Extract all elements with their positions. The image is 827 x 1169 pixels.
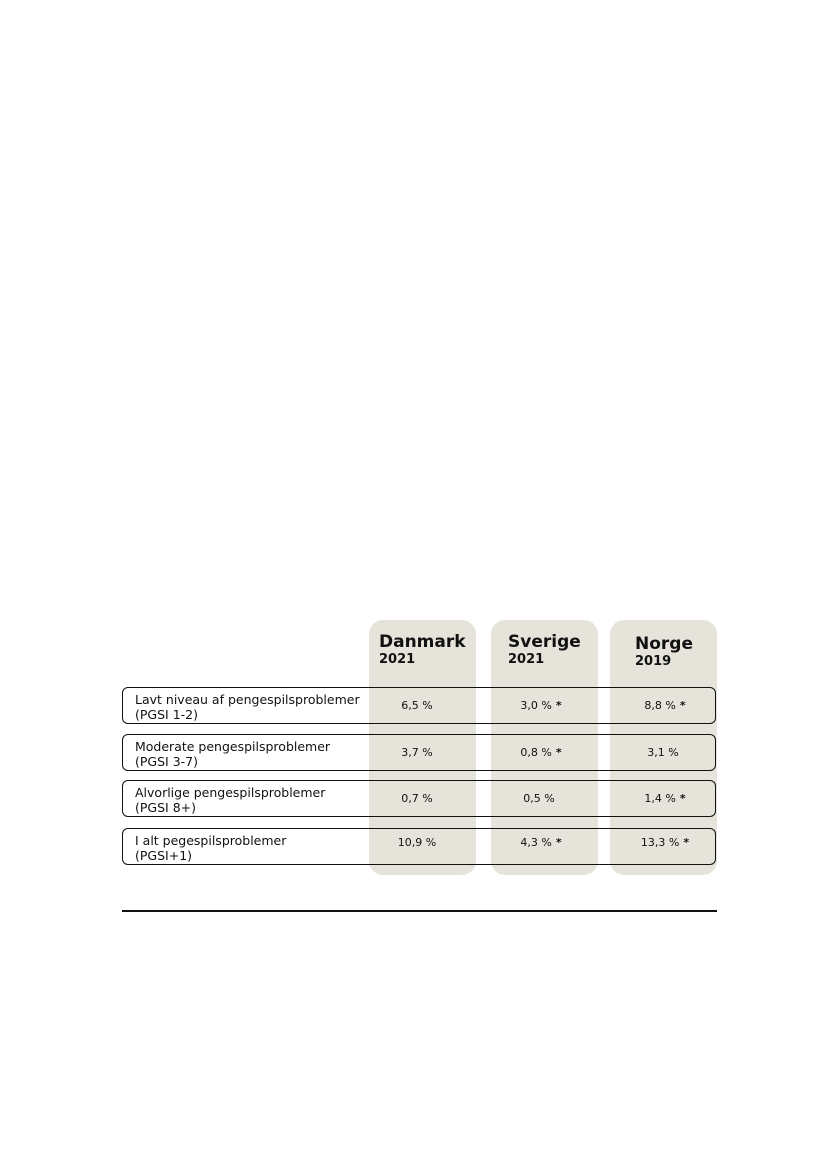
cell-value: 3,7 % bbox=[401, 746, 433, 759]
column-header-sverige bbox=[508, 632, 581, 668]
table-bottom-rule bbox=[122, 910, 717, 912]
row-label-line1: I alt pegespilsproblemer bbox=[135, 833, 287, 848]
significance-star: * bbox=[555, 836, 562, 849]
row-label bbox=[135, 739, 370, 769]
cell-norge bbox=[612, 699, 718, 713]
significance-star: * bbox=[555, 746, 562, 759]
row-label-line1: Moderate pengespilsproblemer bbox=[135, 739, 331, 754]
cell-danmark bbox=[366, 746, 472, 760]
cell-value: 8,8 % bbox=[644, 699, 676, 712]
cell-value: 3,1 % bbox=[647, 746, 679, 759]
column-name: Danmark bbox=[379, 632, 466, 652]
row-label bbox=[135, 785, 370, 815]
cell-norge bbox=[612, 746, 718, 760]
cell-value: 0,5 % bbox=[523, 792, 555, 805]
column-year: 2021 bbox=[379, 652, 416, 667]
cell-danmark bbox=[366, 792, 472, 806]
cell-sverige bbox=[488, 699, 594, 713]
row-label-line2: (PGSI+1) bbox=[135, 848, 193, 863]
cell-sverige bbox=[488, 836, 594, 850]
row-label bbox=[135, 692, 370, 722]
cell-value: 0,7 % bbox=[401, 792, 433, 805]
row-label-line2: (PGSI 8+) bbox=[135, 800, 196, 815]
row-label-line1: Lavt niveau af pengespilsproblemer bbox=[135, 692, 360, 707]
row-label-line2: (PGSI 3-7) bbox=[135, 754, 198, 769]
cell-norge bbox=[612, 836, 718, 850]
cell-sverige bbox=[488, 746, 594, 760]
row-label-line2: (PGSI 1-2) bbox=[135, 707, 198, 722]
significance-star: * bbox=[555, 699, 562, 712]
cell-danmark bbox=[366, 699, 472, 713]
significance-star: * bbox=[679, 699, 686, 712]
column-name: Sverige bbox=[508, 632, 581, 652]
significance-star: * bbox=[679, 792, 686, 805]
cell-value: 3,0 % bbox=[520, 699, 552, 712]
row-label bbox=[135, 833, 370, 863]
cell-value: 6,5 % bbox=[401, 699, 433, 712]
column-year: 2019 bbox=[635, 654, 672, 669]
cell-danmark bbox=[366, 836, 472, 850]
cell-norge bbox=[612, 792, 718, 806]
column-name: Norge bbox=[635, 634, 693, 654]
column-header-norge bbox=[635, 634, 693, 670]
cell-value: 0,8 % bbox=[520, 746, 552, 759]
row-label-line1: Alvorlige pengespilsproblemer bbox=[135, 785, 326, 800]
cell-value: 10,9 % bbox=[397, 836, 437, 849]
cell-sverige bbox=[488, 792, 594, 806]
column-header-danmark bbox=[379, 632, 466, 668]
cell-value: 4,3 % bbox=[520, 836, 552, 849]
significance-star: * bbox=[683, 836, 690, 849]
column-year: 2021 bbox=[508, 652, 545, 667]
cell-value: 1,4 % bbox=[644, 792, 676, 805]
cell-value: 13,3 % bbox=[640, 836, 680, 849]
